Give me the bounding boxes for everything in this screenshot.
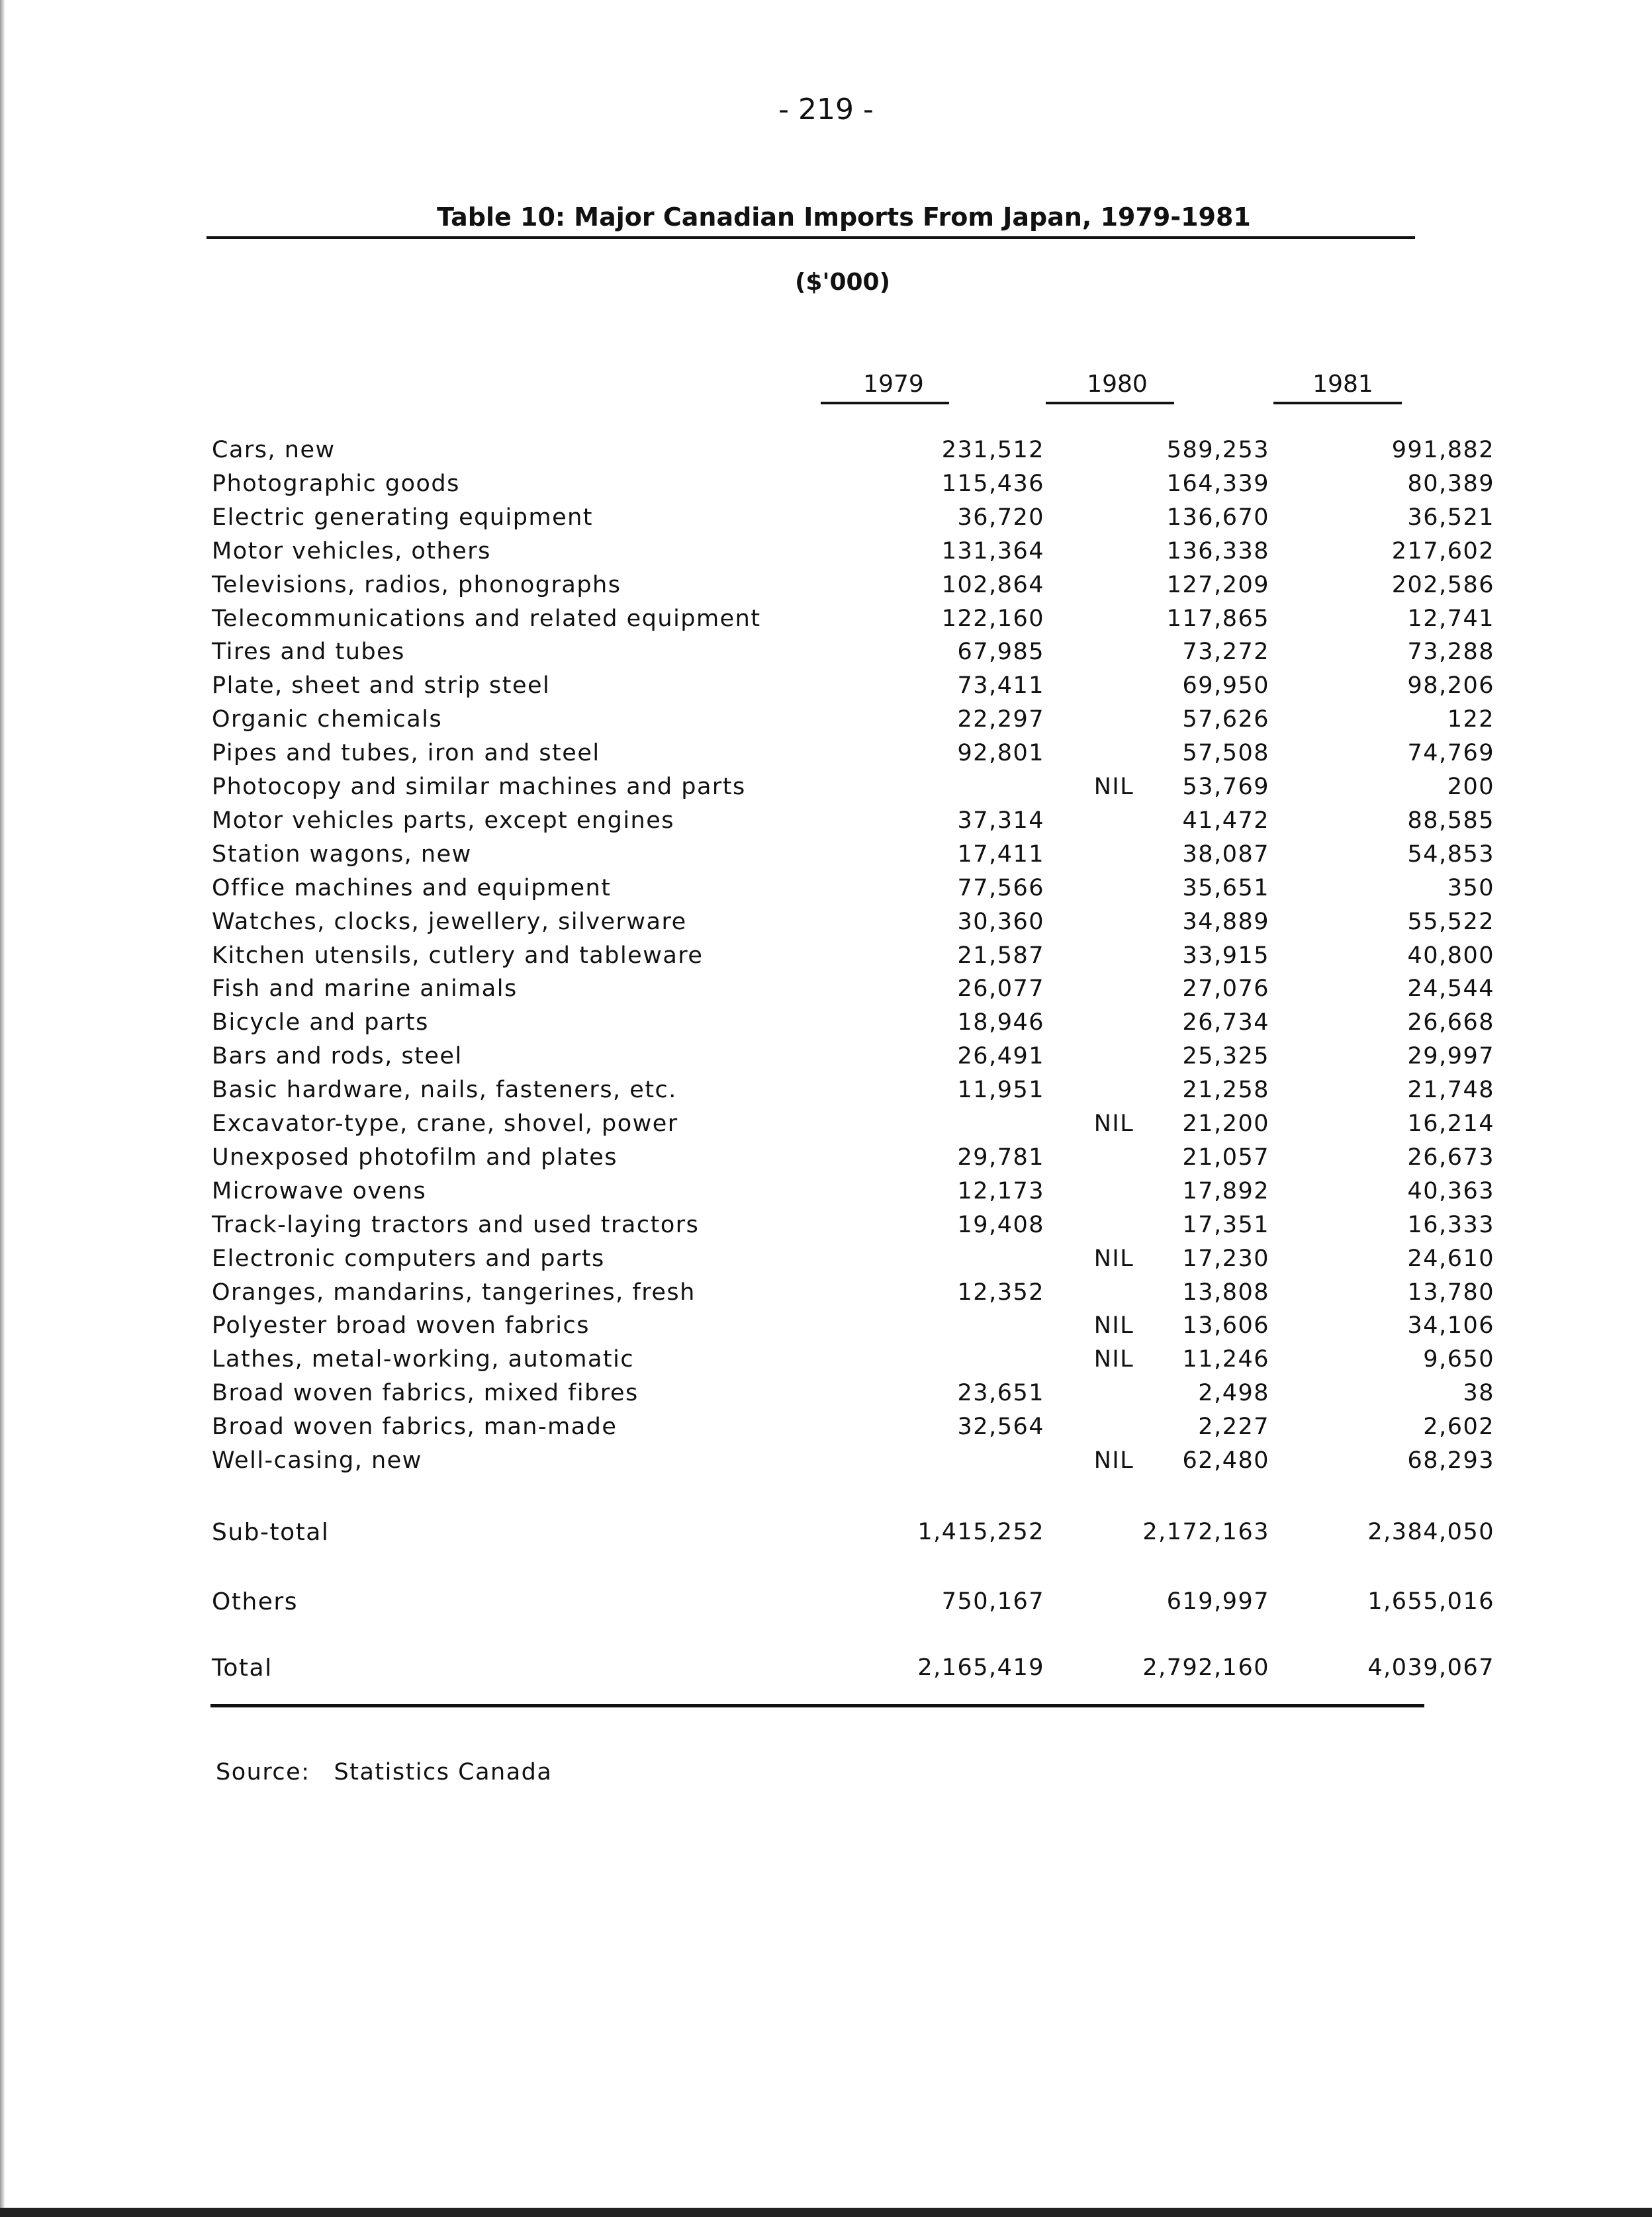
value-1981: 36,521 (1407, 504, 1494, 531)
row-label: Oranges, mandarins, tangerines, fresh (212, 1279, 696, 1306)
source-value: Statistics Canada (334, 1759, 553, 1786)
value-1981: 4,039,067 (1367, 1654, 1494, 1681)
value-1981: 38 (1463, 1380, 1494, 1406)
value-1980: 13,606 (1182, 1312, 1269, 1339)
table-row (210, 909, 1494, 942)
value-1981: 9,650 (1423, 1346, 1494, 1373)
value-1979: 22,297 (957, 706, 1044, 733)
row-label: Electronic computers and parts (212, 1245, 605, 1272)
value-1979: 21,587 (957, 942, 1044, 969)
value-1980: 164,339 (1166, 471, 1269, 497)
value-1981: 74,769 (1407, 740, 1494, 766)
value-1979: 12,352 (957, 1279, 1044, 1306)
value-1981: 24,610 (1407, 1245, 1494, 1272)
value-1981: 88,585 (1407, 807, 1494, 834)
value-1980: 57,508 (1182, 740, 1269, 766)
row-label: Others (212, 1588, 298, 1615)
value-1980: 17,892 (1182, 1178, 1269, 1204)
table-units: ($'000) (794, 269, 891, 296)
value-1981: 68,293 (1407, 1447, 1494, 1474)
value-1981: 217,602 (1391, 538, 1494, 565)
row-label: Excavator-type, crane, shovel, power (212, 1110, 678, 1137)
value-1980: 2,172,163 (1142, 1519, 1269, 1545)
value-1980: 41,472 (1182, 807, 1269, 834)
row-label: Sub-total (212, 1519, 330, 1546)
row-label: Kitchen utensils, cutlery and tableware (212, 942, 704, 969)
value-1979: NIL (1093, 1346, 1134, 1373)
table-row (210, 437, 1494, 470)
value-1980: 117,865 (1166, 606, 1269, 632)
row-label: Pipes and tubes, iron and steel (212, 740, 600, 766)
value-1979: 37,314 (957, 807, 1044, 834)
value-1979: 92,801 (957, 740, 1044, 766)
value-1979: 29,781 (957, 1144, 1044, 1171)
value-1981: 122 (1447, 706, 1494, 733)
table-row (210, 1312, 1494, 1345)
page-number: - 219 - (778, 93, 874, 126)
value-1980: 62,480 (1182, 1447, 1269, 1474)
value-1981: 2,602 (1423, 1414, 1494, 1440)
value-1979: 36,720 (957, 504, 1044, 531)
table-row (210, 504, 1494, 537)
value-1979: 11,951 (957, 1077, 1044, 1103)
value-1981: 202,586 (1391, 572, 1494, 598)
row-label: Broad woven fabrics, mixed fibres (212, 1380, 639, 1406)
table-row (210, 1144, 1494, 1177)
value-1979: NIL (1093, 1447, 1134, 1474)
table-row (210, 774, 1494, 807)
value-1980: 57,626 (1182, 706, 1269, 733)
value-1979: 122,160 (941, 606, 1044, 632)
row-label: Unexposed photofilm and plates (212, 1144, 618, 1171)
value-1979: NIL (1093, 1245, 1134, 1272)
value-1981: 54,853 (1407, 841, 1494, 868)
value-1979: 131,364 (941, 538, 1044, 565)
table-row (210, 942, 1494, 975)
value-1981: 40,800 (1407, 942, 1494, 969)
value-1979: 12,173 (957, 1178, 1044, 1204)
value-1979: 26,077 (957, 975, 1044, 1002)
value-1979: 73,411 (957, 672, 1044, 699)
value-1979: 77,566 (957, 875, 1044, 901)
value-1981: 26,668 (1407, 1009, 1494, 1036)
column-header-underline (1273, 402, 1402, 404)
value-1979: 30,360 (957, 909, 1044, 935)
value-1980: 73,272 (1182, 639, 1269, 665)
value-1979: NIL (1093, 1312, 1134, 1339)
value-1981: 1,655,016 (1367, 1588, 1494, 1615)
value-1980: 2,227 (1198, 1414, 1269, 1440)
table-row (210, 875, 1494, 908)
row-label: Organic chemicals (212, 706, 443, 733)
row-label: Televisions, radios, phonographs (212, 572, 621, 598)
value-1980: 619,997 (1166, 1588, 1269, 1615)
value-1979: 23,651 (957, 1380, 1044, 1406)
table-row (210, 1178, 1494, 1211)
scan-edge-bottom (0, 2208, 1652, 2217)
row-label: Total (212, 1654, 273, 1682)
table-row (210, 672, 1494, 705)
value-1979: 2,165,419 (917, 1654, 1044, 1681)
value-1981: 21,748 (1407, 1077, 1494, 1103)
value-1980: 69,950 (1182, 672, 1269, 699)
column-header-underline (821, 402, 949, 404)
table-row (210, 1245, 1494, 1279)
value-1980: 136,338 (1166, 538, 1269, 565)
value-1981: 98,206 (1407, 672, 1494, 699)
value-1980: 17,351 (1182, 1212, 1269, 1238)
table-row (210, 1380, 1494, 1413)
table-row (210, 471, 1494, 504)
table-row (210, 740, 1494, 773)
row-label: Plate, sheet and strip steel (212, 672, 551, 699)
table-row (210, 1043, 1494, 1076)
table-row (210, 807, 1494, 840)
value-1981: 26,673 (1407, 1144, 1494, 1171)
value-1980: 35,651 (1182, 875, 1269, 901)
table-row (210, 1279, 1494, 1312)
value-1979: 67,985 (957, 639, 1044, 665)
value-1980: 127,209 (1166, 572, 1269, 598)
table-row (210, 1110, 1494, 1144)
column-header-1980: 1980 (1087, 371, 1148, 398)
row-label: Watches, clocks, jewellery, silverware (212, 909, 687, 935)
value-1979: 102,864 (941, 572, 1044, 598)
row-label: Bars and rods, steel (212, 1043, 463, 1069)
value-1979: 19,408 (957, 1212, 1044, 1238)
value-1979: 115,436 (941, 471, 1044, 497)
value-1981: 12,741 (1407, 606, 1494, 632)
table-row (210, 1077, 1494, 1110)
row-label: Photographic goods (212, 471, 460, 497)
table-row (210, 1212, 1494, 1245)
value-1981: 73,288 (1407, 639, 1494, 665)
value-1981: 24,544 (1407, 975, 1494, 1002)
value-1980: 26,734 (1182, 1009, 1269, 1036)
value-1980: 13,808 (1182, 1279, 1269, 1306)
row-label: Office machines and equipment (212, 875, 612, 901)
summary-row (210, 1519, 1494, 1552)
row-label: Microwave ovens (212, 1178, 427, 1204)
summary-row (210, 1588, 1494, 1621)
value-1979: 32,564 (957, 1414, 1044, 1440)
row-label: Fish and marine animals (212, 975, 518, 1002)
table-row (210, 975, 1494, 1009)
value-1979: 26,491 (957, 1043, 1044, 1069)
row-label: Lathes, metal-working, automatic (212, 1346, 635, 1373)
row-label: Well-casing, new (212, 1447, 422, 1474)
value-1981: 991,882 (1391, 437, 1494, 463)
row-label: Motor vehicles, others (212, 538, 491, 565)
table-title: Table 10: Major Canadian Imports From Japan, 1979-1981 (437, 203, 1251, 232)
value-1981: 40,363 (1407, 1178, 1494, 1204)
value-1979: 17,411 (957, 841, 1044, 868)
table-row (210, 1346, 1494, 1379)
value-1979: 1,415,252 (917, 1519, 1044, 1545)
value-1980: 589,253 (1166, 437, 1269, 463)
value-1981: 55,522 (1407, 909, 1494, 935)
value-1981: 13,780 (1407, 1279, 1494, 1306)
table-row (210, 1414, 1494, 1447)
row-label: Basic hardware, nails, fasteners, etc. (212, 1077, 677, 1103)
value-1980: 53,769 (1182, 774, 1269, 800)
summary-row (210, 1654, 1494, 1688)
value-1980: 2,498 (1198, 1380, 1269, 1406)
row-label: Bicycle and parts (212, 1009, 429, 1036)
column-header-1979: 1979 (863, 371, 924, 398)
table-top-rule (206, 236, 1415, 239)
value-1981: 29,997 (1407, 1043, 1494, 1069)
table-bottom-rule (210, 1704, 1424, 1707)
source-note (216, 1759, 552, 1786)
value-1980: 17,230 (1182, 1245, 1269, 1272)
value-1980: 33,915 (1182, 942, 1269, 969)
row-label: Photocopy and similar machines and parts (212, 774, 746, 800)
table-row (210, 538, 1494, 571)
value-1981: 350 (1447, 875, 1494, 901)
value-1981: 2,384,050 (1367, 1519, 1494, 1545)
table-row (210, 1447, 1494, 1480)
value-1980: 2,792,160 (1142, 1654, 1269, 1681)
row-label: Cars, new (212, 437, 336, 463)
row-label: Tires and tubes (212, 639, 405, 665)
row-label: Polyester broad woven fabrics (212, 1312, 590, 1339)
value-1980: 25,325 (1182, 1043, 1269, 1069)
column-header-1981: 1981 (1312, 371, 1373, 398)
table-row (210, 841, 1494, 874)
value-1981: 200 (1447, 774, 1494, 800)
table-row (210, 606, 1494, 639)
row-label: Telecommunications and related equipment (212, 606, 761, 632)
value-1980: 136,670 (1166, 504, 1269, 531)
scan-edge-left (0, 0, 5, 2217)
value-1980: 21,258 (1182, 1077, 1269, 1103)
table-row (210, 1009, 1494, 1042)
value-1980: 34,889 (1182, 909, 1269, 935)
value-1980: 11,246 (1182, 1346, 1269, 1373)
value-1980: 21,200 (1182, 1110, 1269, 1137)
table-row (210, 706, 1494, 739)
source-label: Source: (216, 1759, 310, 1786)
column-header-underline (1046, 402, 1174, 404)
value-1980: 21,057 (1182, 1144, 1269, 1171)
value-1981: 16,214 (1407, 1110, 1494, 1137)
value-1979: NIL (1093, 1110, 1134, 1137)
table-row (210, 572, 1494, 605)
row-label: Track-laying tractors and used tractors (212, 1212, 700, 1238)
row-label: Broad woven fabrics, man-made (212, 1414, 618, 1440)
value-1980: 27,076 (1182, 975, 1269, 1002)
value-1980: 38,087 (1182, 841, 1269, 868)
table-row (210, 639, 1494, 672)
value-1981: 16,333 (1407, 1212, 1494, 1238)
row-label: Motor vehicles parts, except engines (212, 807, 675, 834)
row-label: Electric generating equipment (212, 504, 594, 531)
value-1979: 750,167 (941, 1588, 1044, 1615)
value-1981: 34,106 (1407, 1312, 1494, 1339)
row-label: Station wagons, new (212, 841, 472, 868)
value-1979: 231,512 (941, 437, 1044, 463)
value-1979: NIL (1093, 774, 1134, 800)
value-1979: 18,946 (957, 1009, 1044, 1036)
value-1981: 80,389 (1407, 471, 1494, 497)
